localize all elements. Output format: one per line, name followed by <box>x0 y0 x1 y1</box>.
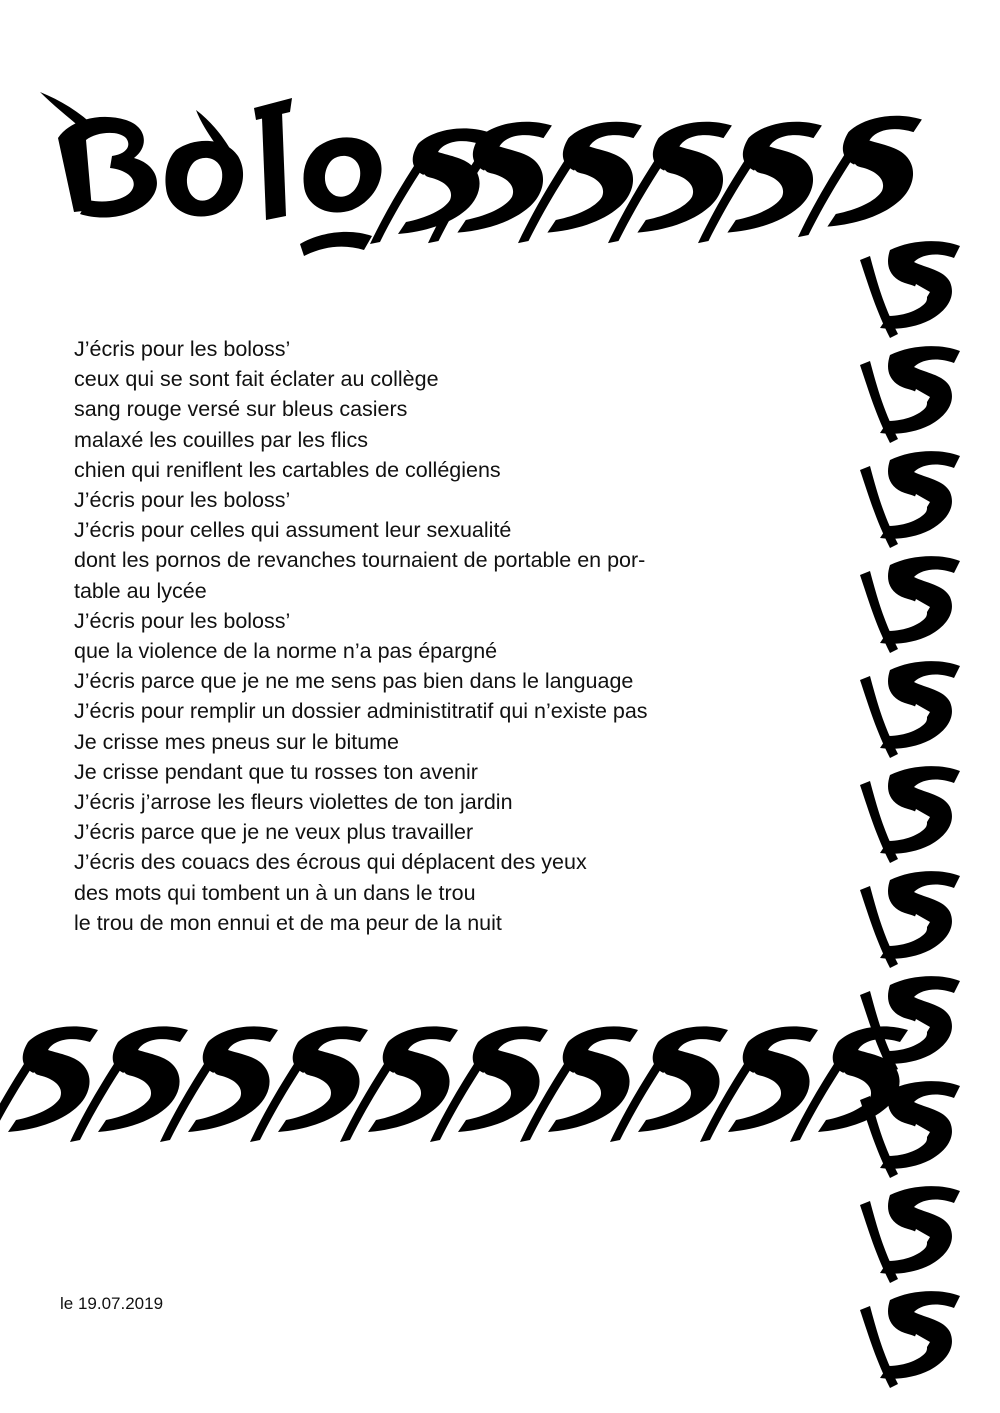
poem-line: Je crisse mes pneus sur le bitume <box>74 729 400 754</box>
poem-line: malaxé les couilles par les flics <box>74 427 368 452</box>
poem-line: dont les pornos de revanches tournaient de portable en por- <box>74 548 646 573</box>
poem-line: J’écris pour les boloss’ <box>74 337 291 361</box>
poem-line: J’écris des couacs des écrous qui déplacent des yeux <box>74 850 587 875</box>
poem-line: ceux qui se sont fait éclater au collège <box>74 367 439 392</box>
poem-line: que la violence de la norme n’a pas épargné <box>74 639 498 664</box>
poem-line: table au lycée <box>74 578 207 603</box>
poem-line: Je crisse pendant que tu rosses ton avenir <box>74 759 478 784</box>
poem-line: J’écris pour remplir un dossier administitratif qui n’existe pas <box>74 699 648 724</box>
right-s-column <box>860 241 960 1388</box>
poem-line: J’écris pour les boloss’ <box>74 608 291 633</box>
poem-line: J’écris parce que je ne me sens pas bien dans le language <box>74 669 634 694</box>
poem-line: J’écris parce que je ne veux plus travailler <box>74 820 474 845</box>
poem-line: sang rouge versé sur bleus casiers <box>74 397 408 422</box>
title-calligraphy <box>40 92 382 256</box>
top-s-row <box>370 116 922 244</box>
poem-line: J’écris pour les boloss’ <box>74 488 291 513</box>
poem-line: des mots qui tombent un à un dans le trou <box>74 880 476 905</box>
poem-line: J’écris j’arrose les fleurs violettes de ton jardin <box>74 790 513 815</box>
poem-line: chien qui reniflent les cartables de collégiens <box>74 457 501 482</box>
poem-date: le 19.07.2019 <box>60 1294 164 1313</box>
poem-line: J’écris pour celles qui assument leur sexualité <box>74 518 512 543</box>
bottom-s-row <box>0 1026 908 1142</box>
poem-line: le trou de mon ennui et de ma peur de la nuit <box>74 910 502 935</box>
poem-body <box>74 334 764 938</box>
